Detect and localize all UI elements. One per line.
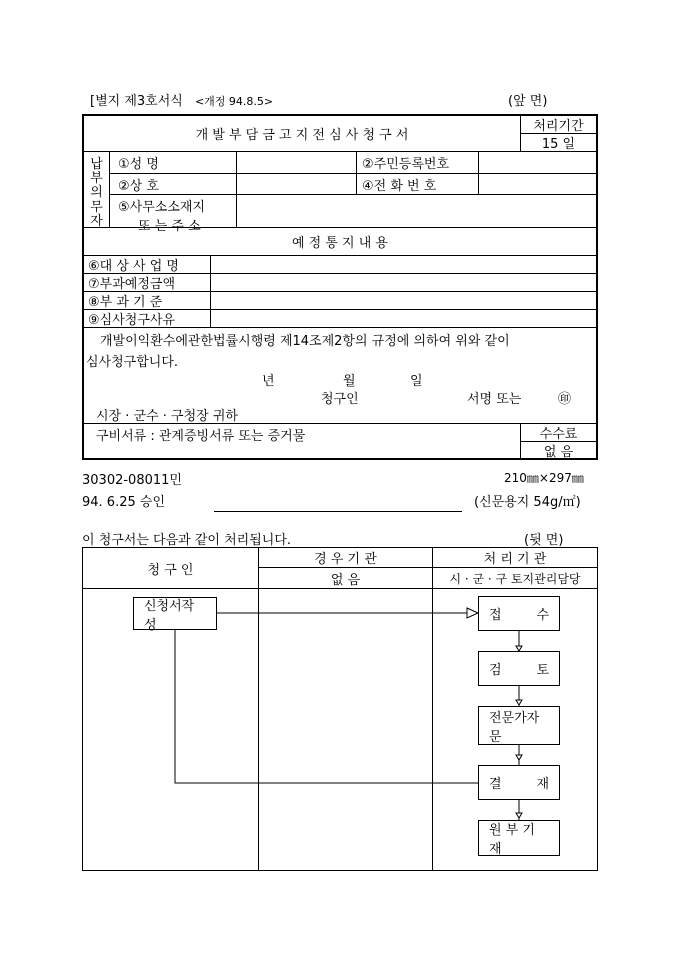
date-year: 년 [262,374,275,389]
step-expert-advice: 전문가자문 [478,706,560,745]
review-reason-label: ⑨심사청구사유 [88,313,176,328]
step-approval: 결 재 [478,765,560,800]
step-review: 검 토 [478,651,560,686]
col-handler-value: 시 · 군 · 구 토지관리담당 [449,571,581,586]
expected-charge-label: ⑦부과예정금액 [88,277,176,292]
fee-value: 없 음 [543,444,574,460]
fee-label: 수수료 [539,427,578,442]
col-via: 경 우 기 관 [314,552,377,567]
target-project-label: ⑥대 상 사 업 명 [88,259,179,274]
required-documents: 구비서류 : 관계증빙서류 또는 증거물 [96,429,306,444]
paper-type: (신문용지 54g/㎡) [474,495,581,510]
name-label: ①성 명 [118,157,159,172]
phone-label: ④전 화 번 호 [362,178,437,194]
col-via-value: 없 음 [330,572,361,588]
period-label: 처리기간 [533,119,584,134]
form-number: [별지 제3호서식 <개정 94.8.5> [90,94,274,109]
applicant-label: 청구인 [321,392,359,407]
front-label: (앞 면) [508,94,548,109]
address-label: ⑤사무소소재지 또 는 주 소 [118,200,206,234]
approval-date: 94. 6.25 승인 [82,495,166,510]
form-code: 30302-08011민 [82,473,182,488]
back-label: (뒷 면) [524,533,564,548]
date-month: 월 [343,374,356,389]
notice-section-title: 예 정 통 지 내 용 [291,236,388,251]
statement-text: 개발이익환수에관한법률시행령 제14조제2항의 규정에 의하여 위와 같이 [100,334,510,349]
col-applicant: 청 구 인 [147,562,194,578]
seal-icon: ㊞ [558,392,572,407]
business-name-label: ②상 호 [118,178,159,194]
resident-no-label: ②주민등록번호 [362,157,450,172]
date-day: 일 [410,374,423,389]
step-receipt: 접 수 [478,596,560,631]
charge-basis-label: ⑧부 과 기 준 [88,295,163,310]
col-handler: 처 리 기 관 [483,552,547,567]
signature-label: 서명 또는 [467,392,522,407]
form-title: 개 발 부 담 금 고 지 전 심 사 청 구 서 [195,127,409,143]
step-registry: 원 부 기 재 [478,820,560,856]
statement-text-2: 심사청구합니다. [86,355,179,370]
back-intro: 이 청구서는 다음과 같이 처리됩니다. [82,533,292,548]
period-value: 15 일 [541,137,576,152]
addressee: 시장 · 군수 · 구청장 귀하 [96,409,238,424]
paper-size: 210㎜×297㎜ [504,471,584,485]
step-application-writing: 신청서작성 [133,597,217,630]
